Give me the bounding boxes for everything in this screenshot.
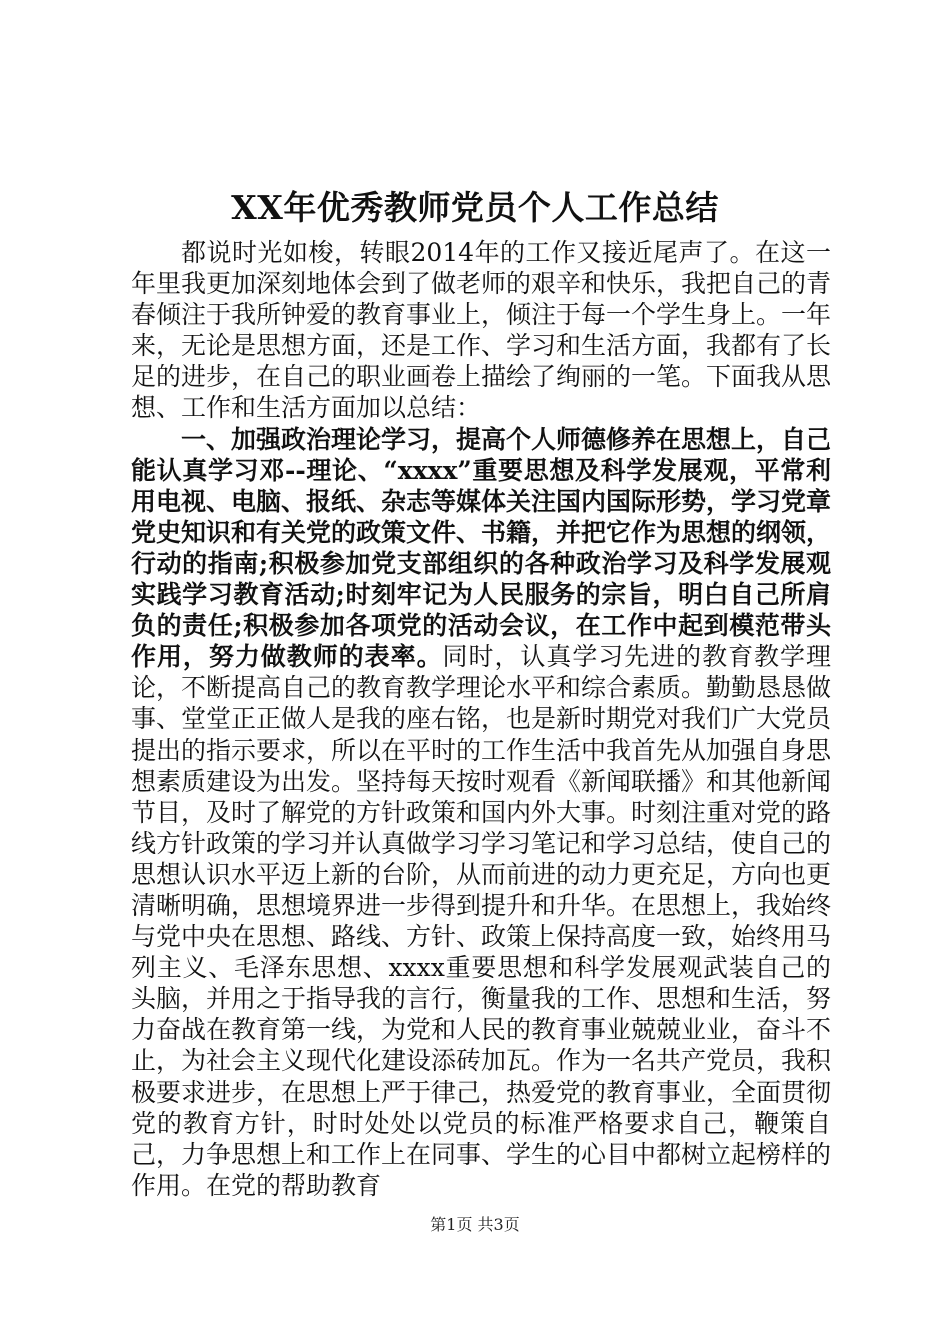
paragraph-intro-text: 都说时光如梭，转眼2014年的工作又接近尾声了。在这一年里我更加深刻地体会到了做老师的艰辛和快乐，我把自己的青春倾注于我所钟爱的教育事业上，倾注于每一个学生身上。一年来，无论是思想方面，还是工作、学习和生活方面，我都有了长足的进步，在自己的职业画卷上描绘了绚丽的一笔。下面我从思想、工作和生活方面加以总结： — [131, 238, 832, 423]
section-one-heading: 一、加强政治理论学习，提高个人师德修养在思想上，自己能认真学习邓--理论、“xxxx”重要思想及科学发展观，平常利用电视、电脑、报纸、杂志等媒体关注国内国际形势，学习党章党史知识和有关党的政策文件、书籍，并把它作为思想的纲领，行动的指南;积极参加党支部组织的各种政治学习及科学发展观实践学习教育活动;时刻牢记为人民服务的宗旨，明白自己所肩负的责任;积极参加各项党的活动会议，在工作中起到模范带头作用，努力做教师的表率。 — [131, 424, 832, 672]
paragraph-section-one — [131, 424, 831, 1201]
document-body — [131, 237, 831, 1201]
document-title: XX年优秀教师党员个人工作总结 — [231, 188, 719, 227]
paragraph-intro — [131, 237, 831, 424]
section-one-text: 同时，认真学习先进的教育教学理论，不断提高自己的教育教学理论水平和综合素质。勤勤恳恳做事、堂堂正正做人是我的座右铭，也是新时期党对我们广大党员提出的指示要求，所以在平时的工作生活中我首先从加强自身思想素质建设为出发。坚持每天按时观看《新闻联播》和其他新闻节目，及时了解党的方针政策和国内外大事。时刻注重对党的路线方针政策的学习并认真做学习学习笔记和学习总结，使自己的思想认识水平迈上新的台阶，从而前进的动力更充足，方向也更清晰明确，思想境界进一步得到提升和升华。在思想上，我始终与党中央在思想、路线、方针、政策上保持高度一致，始终用马列主义、毛泽东思想、xxxx重要思想和科学发展观武装自己的头脑，并用之于指导我的言行，衡量我的工作、思想和生活，努力奋战在教育第一线，为党和人民的教育事业兢兢业业，奋斗不止，为社会主义现代化建设添砖加瓦。作为一名共产党员，我积极要求进步，在思想上严于律己，热爱党的教育事业，全面贯彻党的教育方针，时时处处以党员的标准严格要求自己，鞭策自己，力争思想上和工作上在同事、学生的心目中都树立起榜样的作用。在党的帮助教育 — [131, 642, 832, 1200]
page-footer: 第1页 共3页 — [430, 1215, 520, 1234]
